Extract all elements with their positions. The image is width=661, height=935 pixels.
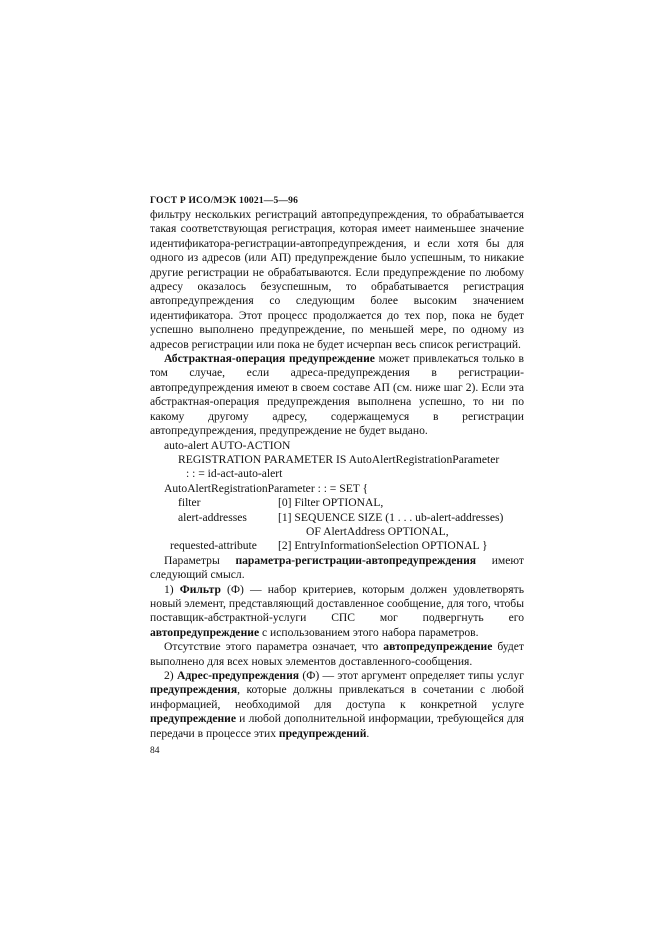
paragraph-continuation: фильтру нескольких регистраций автопредупреждения, то обрабатывается такая соответствующая регистрация, которая имеет наименьшее значение идентификатора-регистрации-автопредупреждения, и если хотя бы для одного из адресов (или АП) предупреждение было успешным, то никакие другие регистрации не обрабатываются. Если предупреждение по любому адресу оказалось безуспешным, то обрабатывается регистрация автопредупреждения со следующим более высоким значением идентификатора. Этот процесс продолжается до тех пор, пока не будет успешно выполнено предупреждение, по меньшей мере, по одному из адресов регистрации или пока не будет исчерпан весь список регистраций. (150, 208, 524, 351)
paragraph-text: Отсутствие этого параметра означает, что (164, 640, 384, 654)
term-bold: автопредупреждение (150, 625, 260, 639)
term-bold: предупреждения (150, 683, 238, 697)
code-row-filter (150, 496, 524, 510)
paragraph-text: Параметры (164, 553, 236, 567)
field-name: requested-attribute (170, 539, 257, 553)
code-line: : : = id-act-auto-alert (186, 467, 283, 481)
item-number: 1) (164, 582, 180, 596)
term-bold: предупреждение (150, 712, 236, 726)
item-number: 2) (164, 669, 177, 682)
code-line: REGISTRATION PARAMETER IS AutoAlertRegistrationParameter (178, 452, 500, 466)
field-name: alert-addresses (178, 510, 247, 524)
paragraph-text: , которые должны привлекаться в сочетании с любой информацией, необходимой для доступа к конкретной услуге (150, 683, 524, 711)
paragraph-text: (Ф) — набор критериев, которым должен удовлетворять новый элемент, представляющий доставленное сообщение, для того, чтобы поставщик-абстрактной-услуги СПС мог подвергнуть его (150, 582, 524, 625)
term-bold: автопредупреждение (383, 640, 493, 654)
paragraph-absence (150, 640, 524, 669)
paragraph-text: . (366, 726, 370, 740)
code-line-continuation: OF AlertAddress OPTIONAL, (306, 524, 449, 538)
page-header: ГОСТ Р ИСО/МЭК 10021—5—96 (150, 196, 299, 206)
term-bold: Адрес-предупреждения (176, 669, 300, 682)
code-line: AutoAlertRegistrationParameter : : = SET { (164, 481, 369, 495)
paragraph-text: будет выполнено для всех новых элементов доставленного-сообщения. (150, 640, 524, 668)
code-line: auto-alert AUTO-ACTION (164, 438, 291, 452)
term-bold: Фильтр (179, 582, 221, 596)
paragraph-text: (Ф) — этот аргумент определяет типы услуг (299, 669, 524, 682)
field-name: filter (178, 496, 201, 510)
term-bold: Абстрактная-операция предупреждение (164, 352, 375, 366)
code-row-alert-addresses (150, 511, 524, 525)
code-row-requested-attribute (150, 539, 524, 553)
field-type: [2] EntryInformationSelection OPTIONAL } (278, 539, 488, 553)
paragraph-text: и любой дополнительной информации, требующейся для передачи в процессе этих (150, 712, 524, 740)
list-item-alert-address (150, 669, 524, 741)
field-type: [1] SEQUENCE SIZE (1 . . . ub-alert-addresses) (278, 510, 504, 524)
paragraph-abstract-operation (150, 352, 524, 438)
paragraph-text: имеют следующий смысл. (150, 553, 524, 582)
field-type: [0] Filter OPTIONAL, (278, 496, 384, 510)
body-text (150, 208, 524, 741)
asn1-definition (150, 439, 524, 554)
term-bold: предупреждений (278, 726, 367, 740)
paragraph-text: с использованием этого набора параметров. (259, 625, 479, 639)
paragraph-text: может привлекаться только в том случае, если адреса-предупреждения в регистрации-автопредупреждения имеют в своем составе АП (см. ниже шаг 2). Если эта абстрактная-операция предупреждения выполнена успешно, то ни по какому другому адресу, содержащемуся в регистрации автопредупреждения, предупреждение не будет выдано. (150, 352, 524, 438)
paragraph-parameters (150, 554, 524, 583)
list-item-filter (150, 583, 524, 641)
term-bold: параметра-регистрации-автопредупреждения (235, 553, 477, 567)
page-number: 84 (150, 746, 160, 756)
